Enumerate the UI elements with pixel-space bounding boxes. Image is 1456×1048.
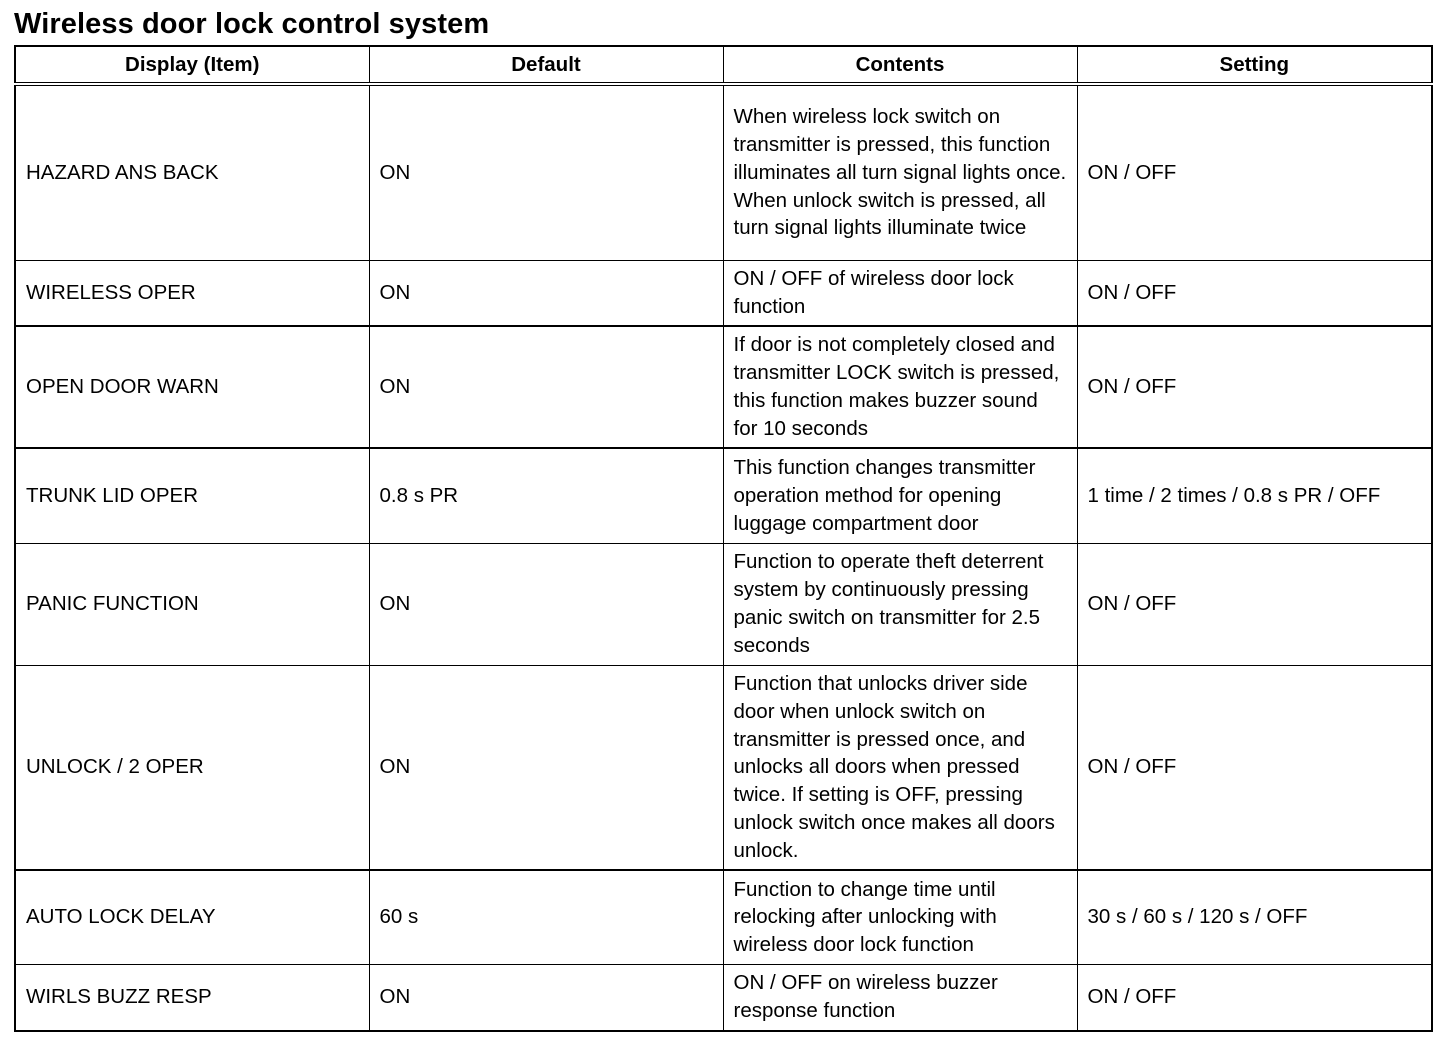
table-row <box>15 964 1432 1031</box>
header-row <box>15 46 1432 84</box>
cell-setting: 1 time / 2 times / 0.8 s PR / OFF <box>1077 448 1432 543</box>
table-row <box>15 665 1432 870</box>
cell-default: ON <box>369 84 723 260</box>
header-contents: Contents <box>723 46 1077 84</box>
cell-contents: When wireless lock switch on transmitter is pressed, this function illuminates all turn signal lights once. When unlock switch is pressed, all turn signal lights illuminate twice <box>723 84 1077 260</box>
cell-display: WIRELESS OPER <box>15 260 369 326</box>
page-title: Wireless door lock control system <box>14 8 490 40</box>
cell-display: UNLOCK / 2 OPER <box>15 665 369 870</box>
cell-contents: ON / OFF on wireless buzzer response function <box>723 964 1077 1031</box>
cell-setting: ON / OFF <box>1077 84 1432 260</box>
cell-setting: ON / OFF <box>1077 665 1432 870</box>
cell-contents: Function that unlocks driver side door when unlock switch on transmitter is pressed once, and unlocks all doors when pressed twice. If setting is OFF, pressing unlock switch once makes all doors unlock. <box>723 665 1077 870</box>
table-body <box>15 84 1432 1031</box>
table-row <box>15 326 1432 448</box>
cell-display: HAZARD ANS BACK <box>15 84 369 260</box>
cell-setting: ON / OFF <box>1077 260 1432 326</box>
header-setting: Setting <box>1077 46 1432 84</box>
cell-default: 0.8 s PR <box>369 448 723 543</box>
table-row <box>15 260 1432 326</box>
cell-default: ON <box>369 665 723 870</box>
cell-setting: ON / OFF <box>1077 964 1432 1031</box>
cell-default: ON <box>369 326 723 448</box>
cell-default: 60 s <box>369 870 723 964</box>
cell-display: WIRLS BUZZ RESP <box>15 964 369 1031</box>
table-header <box>15 46 1432 84</box>
cell-display: TRUNK LID OPER <box>15 448 369 543</box>
cell-display: OPEN DOOR WARN <box>15 326 369 448</box>
table-row <box>15 870 1432 964</box>
table-row <box>15 543 1432 665</box>
cell-setting: 30 s / 60 s / 120 s / OFF <box>1077 870 1432 964</box>
cell-setting: ON / OFF <box>1077 543 1432 665</box>
cell-default: ON <box>369 964 723 1031</box>
cell-setting: ON / OFF <box>1077 326 1432 448</box>
cell-display: AUTO LOCK DELAY <box>15 870 369 964</box>
table-row <box>15 84 1432 260</box>
cell-contents: If door is not completely closed and transmitter LOCK switch is pressed, this function makes buzzer sound for 10 seconds <box>723 326 1077 448</box>
cell-default: ON <box>369 260 723 326</box>
settings-table <box>14 45 1433 1032</box>
cell-contents: Function to change time until relocking after unlocking with wireless door lock function <box>723 870 1077 964</box>
header-display-item: Display (Item) <box>15 46 369 84</box>
cell-default: ON <box>369 543 723 665</box>
cell-contents: This function changes transmitter operation method for opening luggage compartment door <box>723 448 1077 543</box>
cell-display: PANIC FUNCTION <box>15 543 369 665</box>
header-default: Default <box>369 46 723 84</box>
table-row <box>15 448 1432 543</box>
cell-contents: Function to operate theft deterrent system by continuously pressing panic switch on transmitter for 2.5 seconds <box>723 543 1077 665</box>
cell-contents: ON / OFF of wireless door lock function <box>723 260 1077 326</box>
